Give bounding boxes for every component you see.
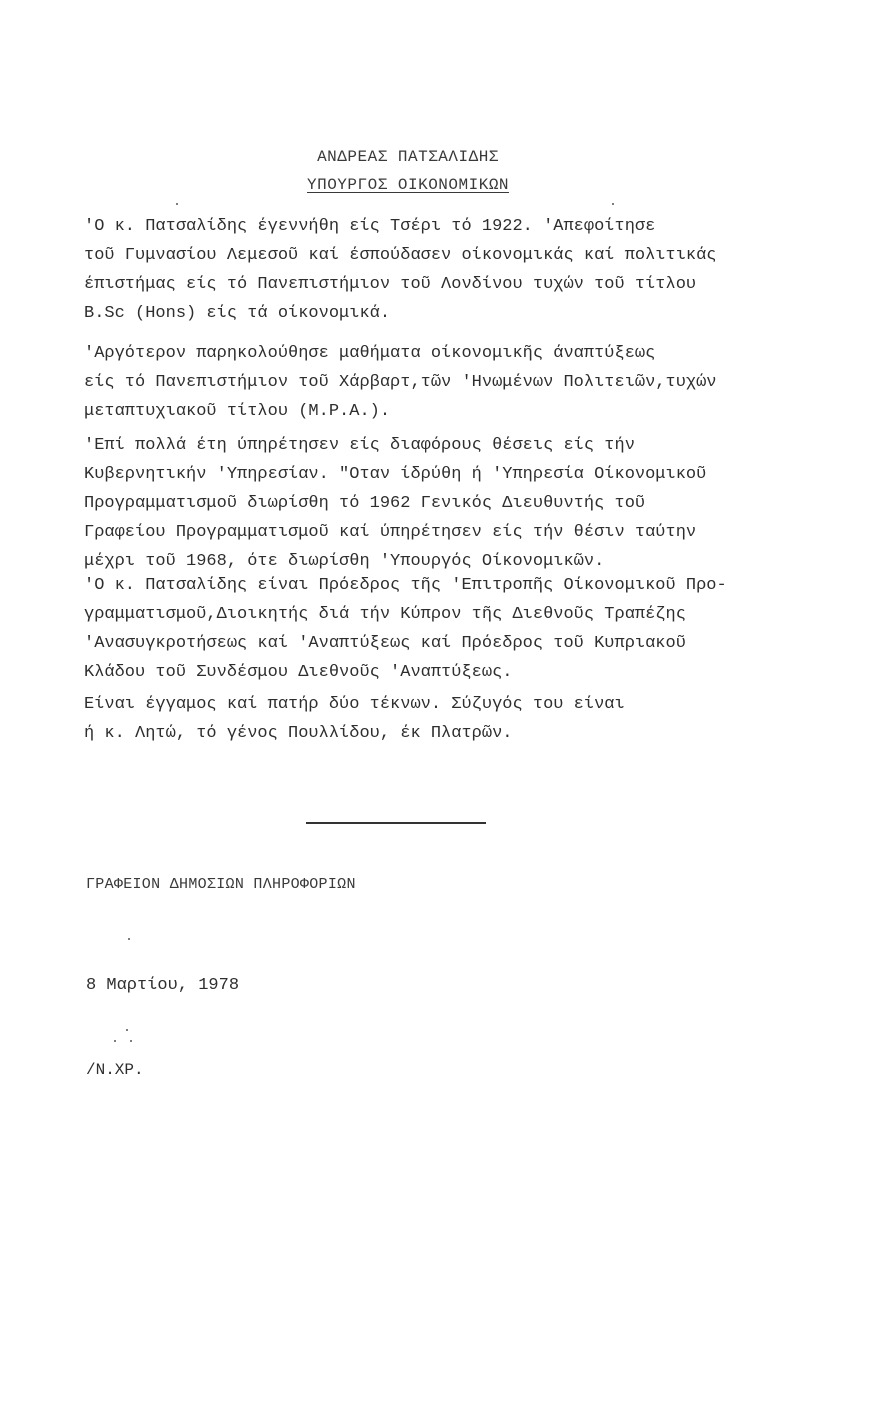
scan-speck [126, 1029, 128, 1031]
person-name: ΑΝΔΡΕΑΣ ΠΑΤΣΑΛΙΔΗΣ [317, 148, 499, 166]
document-date: 8 Μαρτίου, 1978 [86, 976, 240, 995]
paragraph-biography-4: 'Ο κ. Πατσαλίδης είναι Πρόεδρος τῆς 'Επιτροπῆς Οίκονομικοῦ Προ- γραμματισμοῦ,Διοικητής διά τήν Κύπρον τῆς Διεθνοῦς Τραπέζης 'Ανασυγκροτήσεως καί 'Αναπτύξεως καί Πρόεδρος τοῦ Κυπριακοῦ Κλάδου τοῦ Συνδέσμου Διεθνοῦς 'Αναπτύξεως. [84, 576, 727, 682]
paragraph-biography-5: Είναι έγγαμος καί πατήρ δύο τέκνων. Σύζυγός του είναι ή κ. Λητώ, τό γένος Πουλλίδου, έκ Πλατρῶν. [84, 695, 625, 743]
scan-speck [176, 203, 178, 205]
section-divider [306, 822, 486, 824]
paragraph-biography-3: 'Επί πολλά έτη ύπηρέτησεν είς διαφόρους θέσεις είς τήν Κυβερνητικήν 'Υπηρεσίαν. "Οταν ίδρύθη ή 'Υπηρεσία Οίκονομικοῦ Προγραμματισμοῦ διωρίσθη τό 1962 Γενικός Διευθυντής τοῦ Γραφείου Προγραμματισμοῦ καί ύπηρέτησεν είς τήν θέσιν ταύτην μέχρι τοῦ 1968, ότε διωρίσθη 'Υπουργός Οίκονομικῶν. [84, 436, 707, 571]
scan-speck [612, 203, 614, 205]
scan-speck [130, 1040, 132, 1042]
issuing-office: ΓΡΑΦΕΙΟΝ ΔΗΜΟΣΙΩΝ ΠΛΗΡΟΦΟΡΙΩΝ [86, 876, 356, 893]
paragraph-biography-2: 'Αργότερον παρηκολούθησε μαθήματα οίκονομικῆς άναπτύξεως είς τό Πανεπιστήμιον τοῦ Χάρβαρτ,τῶν 'Ηνωμένων Πολιτειῶν,τυχών μεταπτυχιακοῦ τίτλου (M.P.A.). [84, 344, 717, 421]
paragraph-biography-1: 'Ο κ. Πατσαλίδης έγεννήθη είς Τσέρι τό 1922. 'Απεφοίτησε τοῦ Γυμνασίου Λεμεσοῦ καί έσπούδασεν οίκονομικάς καί πολιτικάς έπιστήμας είς τό Πανεπιστήμιον τοῦ Λονδίνου τυχών τοῦ τίτλου B.Sc (Hons) είς τά οίκονομικά. [84, 217, 717, 323]
scan-speck [114, 1040, 116, 1042]
scan-speck [128, 938, 130, 940]
typist-initials: /Ν.ΧΡ. [86, 1061, 144, 1079]
person-title: ΥΠΟΥΡΓΟΣ ΟΙΚΟΝΟΜΙΚΩΝ [306, 176, 510, 194]
